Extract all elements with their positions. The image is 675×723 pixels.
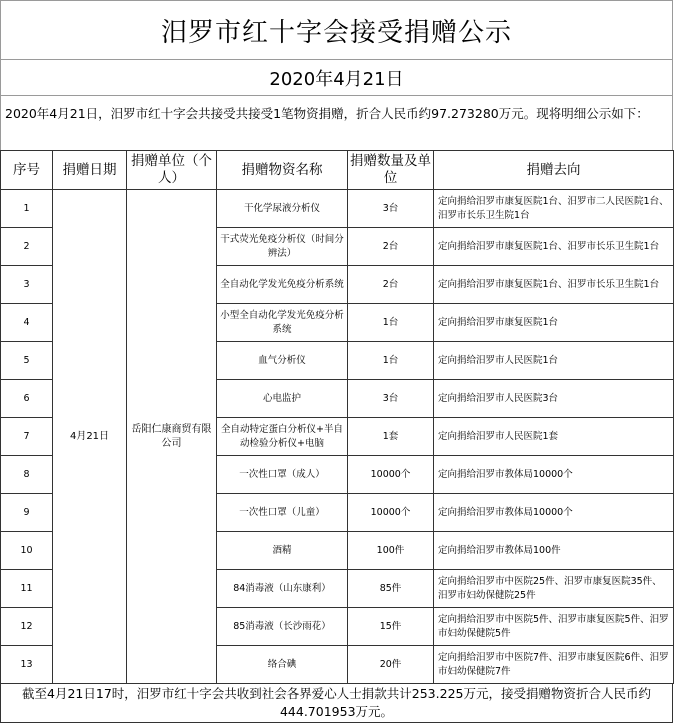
- row-qty: 85件: [348, 570, 434, 608]
- row-destination: 定向捐给汨罗市康复医院1台、汨罗市长乐卫生院1台: [434, 228, 674, 266]
- row-qty: 10000个: [348, 456, 434, 494]
- row-qty: 3台: [348, 190, 434, 228]
- row-seq: 4: [1, 304, 53, 342]
- header-seq: 序号: [1, 151, 53, 190]
- table-header-row: [1, 151, 674, 190]
- row-seq: 3: [1, 266, 53, 304]
- row-seq: 13: [1, 646, 53, 684]
- row-seq: 2: [1, 228, 53, 266]
- donation-date-cell: 4月21日: [53, 190, 127, 684]
- row-seq: 10: [1, 532, 53, 570]
- row-qty: 100件: [348, 532, 434, 570]
- row-item: 干化学尿液分析仪: [217, 190, 348, 228]
- row-item: 全自动化学发光免疫分析系统: [217, 266, 348, 304]
- row-item: 酒精: [217, 532, 348, 570]
- row-destination: 定向捐给汨罗市人民医院1台: [434, 342, 674, 380]
- row-qty: 2台: [348, 266, 434, 304]
- row-destination: 定向捐给汨罗市康复医院1台: [434, 304, 674, 342]
- row-seq: 12: [1, 608, 53, 646]
- row-qty: 15件: [348, 608, 434, 646]
- row-item: 85消毒液（长沙雨花）: [217, 608, 348, 646]
- row-seq: 7: [1, 418, 53, 456]
- row-destination: 定向捐给汨罗市教体局100件: [434, 532, 674, 570]
- row-item: 络合碘: [217, 646, 348, 684]
- row-destination: 定向捐给汨罗市人民医院1套: [434, 418, 674, 456]
- row-seq: 9: [1, 494, 53, 532]
- row-item: 血气分析仪: [217, 342, 348, 380]
- row-destination: 定向捐给汨罗市康复医院1台、汨罗市长乐卫生院1台: [434, 266, 674, 304]
- donation-table: [0, 150, 674, 684]
- row-item: 一次性口罩（成人）: [217, 456, 348, 494]
- header-donor-unit: 捐赠单位（个人）: [127, 151, 217, 190]
- table-row: [1, 190, 674, 228]
- header-donation-date: 捐赠日期: [53, 151, 127, 190]
- row-seq: 11: [1, 570, 53, 608]
- row-destination: 定向捐给汨罗市康复医院1台、汨罗市二人民医院1台、汨罗市长乐卫生院1台: [434, 190, 674, 228]
- row-qty: 2台: [348, 228, 434, 266]
- row-seq: 8: [1, 456, 53, 494]
- row-destination: 定向捐给汨罗市教体局10000个: [434, 456, 674, 494]
- row-seq: 1: [1, 190, 53, 228]
- row-item: 小型全自动化学发光免疫分析系统: [217, 304, 348, 342]
- summary-footer: 截至4月21日17时，汨罗市红十字会共收到社会各界爱心人士捐款共计253.225万元，接受捐赠物资折合人民币约444.701953万元。: [0, 684, 673, 723]
- donor-cell: 岳阳仁康商贸有限公司: [127, 190, 217, 684]
- row-qty: 1台: [348, 342, 434, 380]
- intro-paragraph: 2020年4月21日，汨罗市红十字会共接受共接受1笔物资捐赠，折合人民币约97.273280万元。现将明细公示如下：: [0, 95, 673, 151]
- row-item: 心电监护: [217, 380, 348, 418]
- row-item: 干式荧光免疫分析仪（时间分辨法）: [217, 228, 348, 266]
- page-title: 汨罗市红十字会接受捐赠公示: [0, 0, 673, 60]
- row-seq: 5: [1, 342, 53, 380]
- row-qty: 1套: [348, 418, 434, 456]
- row-destination: 定向捐给汨罗市中医院5件、汨罗市康复医院5件、汨罗市妇幼保健院5件: [434, 608, 674, 646]
- notice-date: 2020年4月21日: [0, 59, 673, 96]
- row-seq: 6: [1, 380, 53, 418]
- row-qty: 10000个: [348, 494, 434, 532]
- row-destination: 定向捐给汨罗市人民医院3台: [434, 380, 674, 418]
- row-destination: 定向捐给汨罗市中医院7件、汨罗市康复医院6件、汨罗市妇幼保健院7件: [434, 646, 674, 684]
- row-destination: 定向捐给汨罗市中医院25件、汨罗市康复医院35件、汨罗市妇幼保健院25件: [434, 570, 674, 608]
- row-item: 全自动特定蛋白分析仪+半自动检验分析仪+电脑: [217, 418, 348, 456]
- header-destination: 捐赠去向: [434, 151, 674, 190]
- header-quantity: 捐赠数量及单位: [348, 151, 434, 190]
- row-qty: 20件: [348, 646, 434, 684]
- row-qty: 1台: [348, 304, 434, 342]
- row-destination: 定向捐给汨罗市教体局10000个: [434, 494, 674, 532]
- header-item-name: 捐赠物资名称: [217, 151, 348, 190]
- row-qty: 3台: [348, 380, 434, 418]
- row-item: 一次性口罩（儿童）: [217, 494, 348, 532]
- row-item: 84消毒液（山东康利）: [217, 570, 348, 608]
